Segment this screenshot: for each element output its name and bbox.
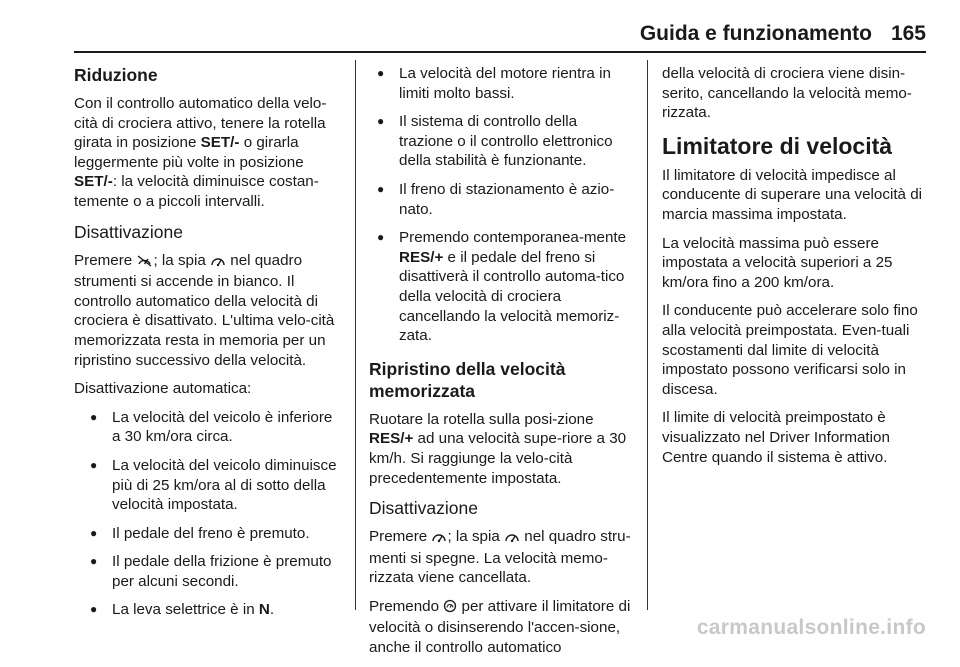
term-set: SET/-	[74, 173, 113, 191]
page-number: 165	[890, 22, 926, 45]
text: : la velocità diminuisce costan-temente o a piccoli intervalli.	[74, 173, 319, 210]
text: ; la spia	[447, 528, 505, 546]
cruise-control-icon	[504, 529, 520, 549]
paragraph-riduzione	[74, 94, 344, 212]
heading-riduzione: Riduzione	[74, 65, 158, 85]
heading-ripristino: Ripristino della velocità memorizzata	[369, 358, 566, 401]
cruise-control-icon	[431, 529, 447, 549]
header-title: Guida e funzionamento	[639, 22, 872, 45]
paragraph-disattivazione	[74, 251, 344, 371]
text: Premere	[369, 528, 432, 546]
paragraph-auto-off: Disattivazione automatica:	[74, 380, 252, 398]
text: nel quadro stru-menti si spegne. La velocità memo-rizzata viene cancellata.	[369, 528, 631, 587]
list-item	[369, 228, 633, 346]
paragraph-continued: della velocità di crociera viene disin-serito, cancellando la velocità memo-rizzata.	[662, 65, 912, 122]
cruise-cancel-icon	[136, 253, 153, 273]
text: o girarla leggermente più volte in posizione	[74, 134, 304, 171]
list-item: ● Il freno di stazionamento è azio-nato.	[369, 180, 633, 219]
auto-off-list-cont	[369, 64, 633, 346]
page-header	[0, 0, 960, 56]
column-3	[662, 64, 928, 476]
column-1	[74, 64, 344, 629]
paragraph-ripristino	[369, 410, 633, 488]
term-n: N	[258, 601, 270, 619]
list-item: ● Il sistema di controllo della trazione o il controllo elettronico della stabilità è funzionante.	[369, 112, 633, 171]
paragraph-limitatore-4: Il limite di velocità preimpostato è visualizzato nel Driver Information Centre quando il sistema è attivo.	[662, 409, 890, 466]
term-set: SET/-	[200, 134, 240, 152]
paragraph-limitatore-3: Il conducente può accelerare solo fino alla velocità preimpostata. Even-tuali scostamenti dal limite di velocità impostato possono verificarsi solo in discesa.	[662, 302, 918, 398]
text: e il pedale del freno si disattiverà il controllo automa-tico della velocità di crociera cancellando la velocità memoriz-zata.	[399, 248, 625, 345]
text: La leva selettrice è in	[112, 601, 259, 619]
text: Con il controllo automatico della velo-cità di crociera attivo, tenere la rotella girata in posizione	[74, 95, 327, 152]
header-rule	[74, 51, 926, 53]
cruise-control-icon	[210, 253, 226, 273]
paragraph-limitatore-2: La velocità massima può essere impostata a velocità superiori a 25 km/ora fino a 200 km/ora.	[662, 234, 893, 291]
text: Ruotare la rotella sulla posi-zione	[369, 410, 594, 428]
list-item	[74, 600, 344, 620]
list-item: ● La velocità del veicolo diminuisce più di 25 km/ora al di sotto della velocità impostata.	[74, 456, 344, 515]
list-item: ● Il pedale del freno è premuto.	[74, 524, 344, 544]
text: Premere	[74, 251, 137, 269]
text: nel quadro strumenti si accende in bianco. Il controllo automatico della velocità di crociera è disattivato. L'ultima velo-cità memorizzata resta in memoria per un ripristino successivo della velocità.	[74, 251, 335, 369]
text: per attivare il limitatore di velocità o disinserendo l'accen-sione, anche il controllo automatico	[369, 597, 631, 657]
paragraph-disattivazione-2	[369, 527, 633, 588]
heading-disattivazione-2: Disattivazione	[369, 498, 478, 519]
paragraph-limiter-note	[369, 597, 633, 658]
list-item: ● Il pedale della frizione è premuto per alcuni secondi.	[74, 552, 344, 591]
column-divider-2	[647, 60, 648, 610]
watermark: carmanualsonline.info	[696, 616, 926, 639]
term-res: RES/+	[369, 430, 414, 448]
text: Premendo contemporanea-mente	[399, 229, 627, 247]
text: Premendo	[369, 597, 444, 615]
heading-limitatore: Limitatore di velocità	[662, 132, 893, 159]
paragraph-limitatore-1: Il limitatore di velocità impedisce al conducente di superare una velocità di marcia massima impostata.	[662, 166, 923, 223]
heading-disattivazione: Disattivazione	[74, 221, 183, 242]
text: .	[269, 601, 275, 619]
text: ad una velocità supe-riore a 30 km/h. Si raggiunge la velo-cità precedentemente impostata.	[369, 430, 627, 487]
speed-limiter-icon	[443, 599, 457, 619]
column-2	[369, 64, 633, 667]
auto-off-list	[74, 408, 344, 620]
list-item: ● La velocità del veicolo è inferiore a 30 km/ora circa.	[74, 408, 344, 447]
column-divider-1	[355, 60, 356, 610]
term-res: RES/+	[399, 248, 444, 266]
list-item: ● La velocità del motore rientra in limiti molto bassi.	[369, 64, 633, 103]
text: ; la spia	[153, 251, 211, 269]
